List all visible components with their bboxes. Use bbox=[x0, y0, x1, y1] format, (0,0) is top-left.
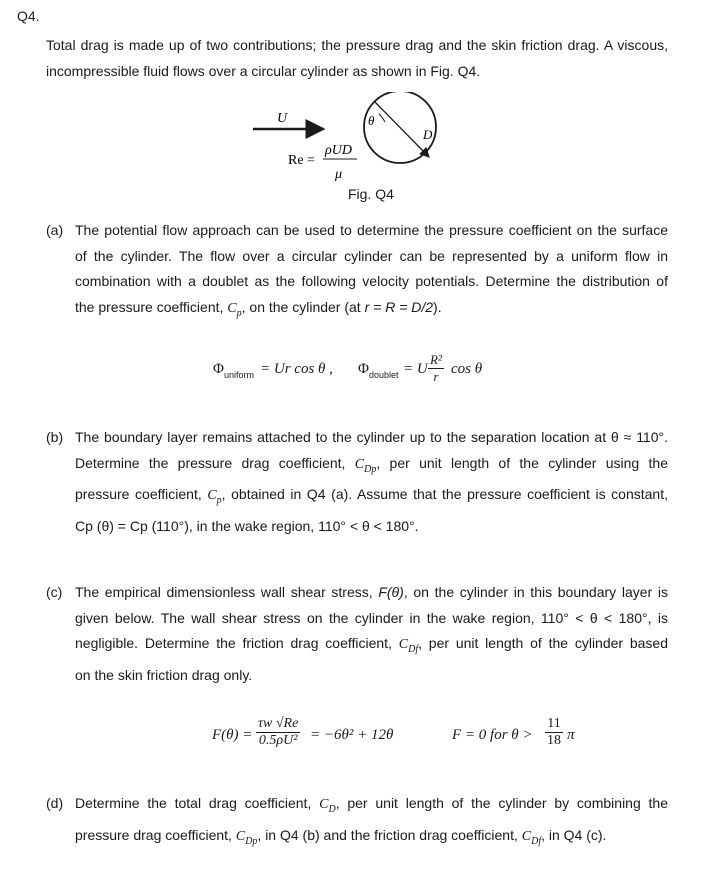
intro-line-2: incompressible fluid flows over a circular cylinder as shown in Fig. Q4. bbox=[46, 62, 481, 79]
shear-lhs: F(θ) = bbox=[212, 727, 253, 743]
part-d-label: (d) bbox=[46, 795, 64, 811]
part-c bbox=[46, 580, 668, 690]
part-a-label: (a) bbox=[46, 222, 64, 238]
part-c-line-2: given below. The wall shear stress on the cylinder in the wake region, 110° < θ < 180°, is bbox=[75, 609, 668, 626]
part-b bbox=[46, 425, 668, 535]
part-c-line-3: negligible. Determine the friction drag coefficient, $C_{Df}$, per unit length of the cylinder based bbox=[75, 635, 669, 656]
reynolds-denominator: μ bbox=[335, 167, 343, 182]
shear-rhs: = −6θ² + 12θ bbox=[310, 727, 394, 743]
part-a-body bbox=[75, 218, 668, 327]
part-c-label: (c) bbox=[46, 584, 63, 600]
part-b-line-3: pressure coefficient, $C_p$, obtained in Q4 (a). Assume that the pressure coefficient is constant, bbox=[75, 486, 668, 506]
cylinder-figure bbox=[245, 92, 455, 184]
part-d-line-1: Determine the total drag coefficient, $C_D$, per unit length of the cylinder by combining the bbox=[75, 795, 668, 815]
question-label: Q4. bbox=[17, 8, 40, 24]
phi-doublet-equals-u: = U bbox=[403, 361, 428, 377]
part-b-line-4: Cp (θ) = Cp (110°), in the wake region, 110° < θ < 180°. bbox=[75, 517, 419, 534]
part-a-line-2: of the cylinder. The flow over a circular cylinder can be represented by a uniform flow in bbox=[75, 247, 668, 264]
diameter-arrow bbox=[374, 101, 429, 157]
part-a-line-3: combination with a doublet as the following velocity potentials. Determine the distribution of bbox=[75, 273, 668, 290]
reynolds-numerator: ρUD bbox=[325, 143, 352, 158]
doublet-fraction: $\frac{\text{R²}}{r}$ bbox=[430, 352, 442, 384]
part-b-label: (b) bbox=[46, 429, 64, 445]
part-d-line-2: pressure drag coefficient, $C_{Dp}$, in Q4 (b) and the friction drag coefficient, $C_{Df}$, in Q4 (c). bbox=[75, 826, 607, 847]
diameter-label: D bbox=[423, 127, 433, 142]
phi-uniform: $\Phi_{uniform}$ bbox=[213, 361, 254, 380]
part-c-line-4: on the skin friction drag only. bbox=[75, 666, 253, 683]
phi-doublet: $\Phi_{doublet}$ bbox=[358, 361, 399, 380]
theta-arc bbox=[379, 114, 385, 122]
part-a bbox=[46, 218, 668, 328]
part-c-line-1: The empirical dimensionless wall shear stress, F(θ), on the cylinder in this boundary layer is bbox=[75, 584, 668, 600]
part-b-line-2: Determine the pressure drag coefficient, $C_{Dp}$, per unit length of the cylinder using the bbox=[75, 454, 668, 475]
part-d-body bbox=[75, 791, 668, 854]
doublet-cos: cos θ bbox=[451, 361, 483, 377]
theta-label: θ bbox=[368, 113, 375, 128]
part-d bbox=[46, 791, 668, 847]
part-c-body bbox=[75, 580, 668, 689]
figure-caption: Fig. Q4 bbox=[348, 186, 394, 202]
shear-stress-equation bbox=[212, 713, 592, 759]
part-b-body bbox=[75, 425, 668, 539]
part-a-line-4: the pressure coefficient, $C_p$, on the cylinder (at r = R = D/2). bbox=[75, 299, 442, 319]
shear-fraction: $\frac{\tau w √Re}{\text{0.5ρU²}}$ bbox=[258, 716, 299, 748]
part-a-line-1: The potential flow approach can be used to determine the pressure coefficient on the surface bbox=[75, 222, 668, 238]
velocity-label: U bbox=[277, 111, 288, 126]
intro-line-1: Total drag is made up of two contributions; the pressure drag and the skin friction drag. A viscous, bbox=[46, 37, 668, 53]
separation-fraction: $\frac{11}{18}$ bbox=[547, 716, 561, 748]
part-b-line-1: The boundary layer remains attached to the cylinder up to the separation location at θ ≈ 110°. bbox=[75, 429, 668, 445]
reynolds-lhs: Re = bbox=[288, 153, 315, 168]
phi-uniform-rhs: = Ur cos θ , bbox=[260, 361, 333, 377]
separation-condition: F = 0 for θ > bbox=[452, 727, 533, 743]
intro-paragraph bbox=[46, 33, 668, 84]
separation-pi: π bbox=[567, 727, 575, 743]
